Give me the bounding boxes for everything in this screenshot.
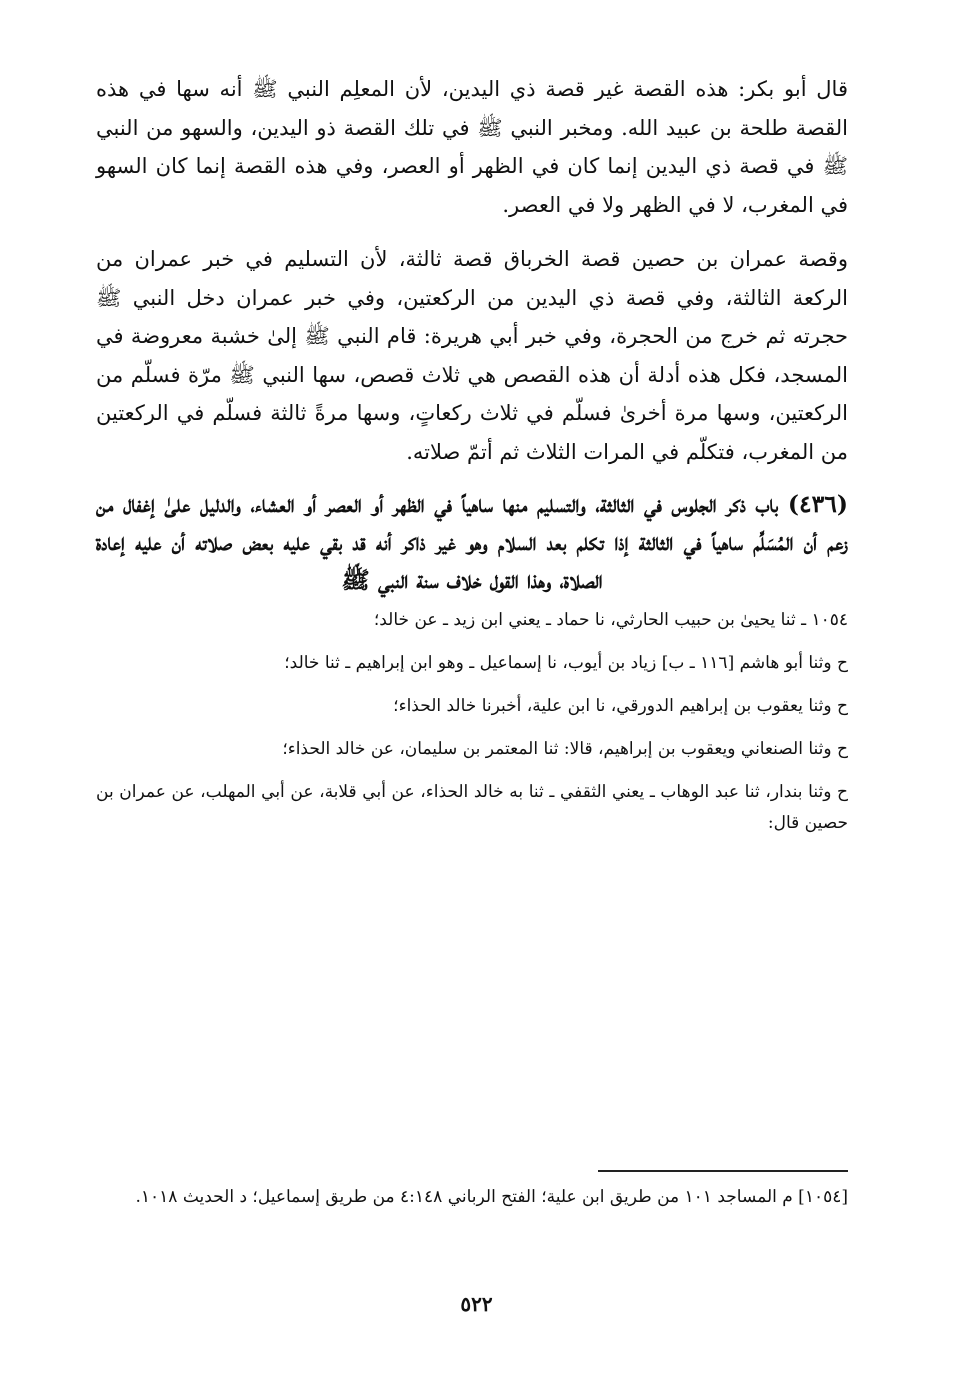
commentary-paragraph-1: قال أبو بكر: هذه القصة غير قصة ذي اليدين، لأن المعلِم النبي ﷺ أنه سها في هذه القصة طلحة بن عبيد الله. ومخبر النبي ﷺ في تلك القصة ذو اليدين، والسهو من النبي ﷺ في قصة ذي اليدين إنما كان في الظهر أو العصر، وفي هذه القصة إنما كان السهو في المغرب، لا في الظهر ولا في العصر. bbox=[96, 77, 848, 217]
footnote: [١٠٥٤] م المساجد ١٠١ من طريق ابن علية؛ الفتح الرباني ٤:١٤٨ من طريق إسماعيل؛ د الحديث ١٠١٨. bbox=[135, 1187, 848, 1207]
commentary-paragraph-2: وقصة عمران بن حصين قصة الخرباق قصة ثالثة، لأن التسليم في خبر عمران من الركعة الثالثة، وفي قصة ذي اليدين من الركعتين، وفي خبر عمران دخل النبي ﷺ حجرته ثم خرج من الحجرة، وفي خبر أبي هريرة: قام النبي ﷺ إلىٰ خشبة معروضة في المسجد، فكل هذه أدلة أن هذه القصص هي ثلاث قصص، سها النبي ﷺ مرّة فسلّم من الركعتين، وسها مرة أخرىٰ فسلّم في ثلاث ركعاتٍ، وسها مرةً ثالثة فسلّم في الركعتين من المغرب، فتكلّم في المرات الثلاث ثم أتمّ صلاته. bbox=[96, 247, 848, 464]
page-number: ٥٢٢ bbox=[460, 1292, 493, 1316]
hadith-chain-3: ح وثنا يعقوب بن إبراهيم الدورقي، نا ابن علية، أخبرنا خالد الحذاء؛ bbox=[393, 696, 848, 716]
hadith-chain-1: ١٠٥٤ ـ ثنا يحيىٰ بن حبيب الحارثي، نا حماد ـ يعني ابن زيد ـ عن خالد؛ bbox=[373, 610, 848, 630]
hadith-chain-5: ح وثنا بندار، ثنا عبد الوهاب ـ يعني الثقفي ـ ثنا به خالد الحذاء، عن أبي قلابة، عن أبي المهلب، عن عمران بن حصين قال: bbox=[96, 782, 848, 833]
hadith-chain-2: ح وثنا أبو هاشم [١١٦ ـ ب] زياد بن أيوب، نا إسماعيل ـ وهو ابن إبراهيم ـ ثنا خالد؛ bbox=[284, 653, 848, 673]
footnote-block bbox=[96, 1182, 848, 1213]
chapter-heading: (٤٣٦) باب ذكر الجلوس في الثالثة، والتسليم منها ساهياً في الظهر أو العصر أو العشاء، والدليل علىٰ إغفال من زعم أن المُسَلِّم ساهياً في الثالثة إذا تكلم بعد السلام وهو غير ذاكر أنه قد بقي عليه بعض صلاته أن عليه إعادة الصلاة، وهذا القول خلاف سنة النبي ﷺ bbox=[96, 490, 848, 594]
hadith-chain-4: ح وثنا الصنعاني ويعقوب بن إبراهيم، قالا: ثنا المعتمر بن سليمان، عن خالد الحذاء؛ bbox=[282, 739, 848, 759]
page-body bbox=[96, 70, 848, 851]
footnote-divider bbox=[598, 1170, 848, 1172]
